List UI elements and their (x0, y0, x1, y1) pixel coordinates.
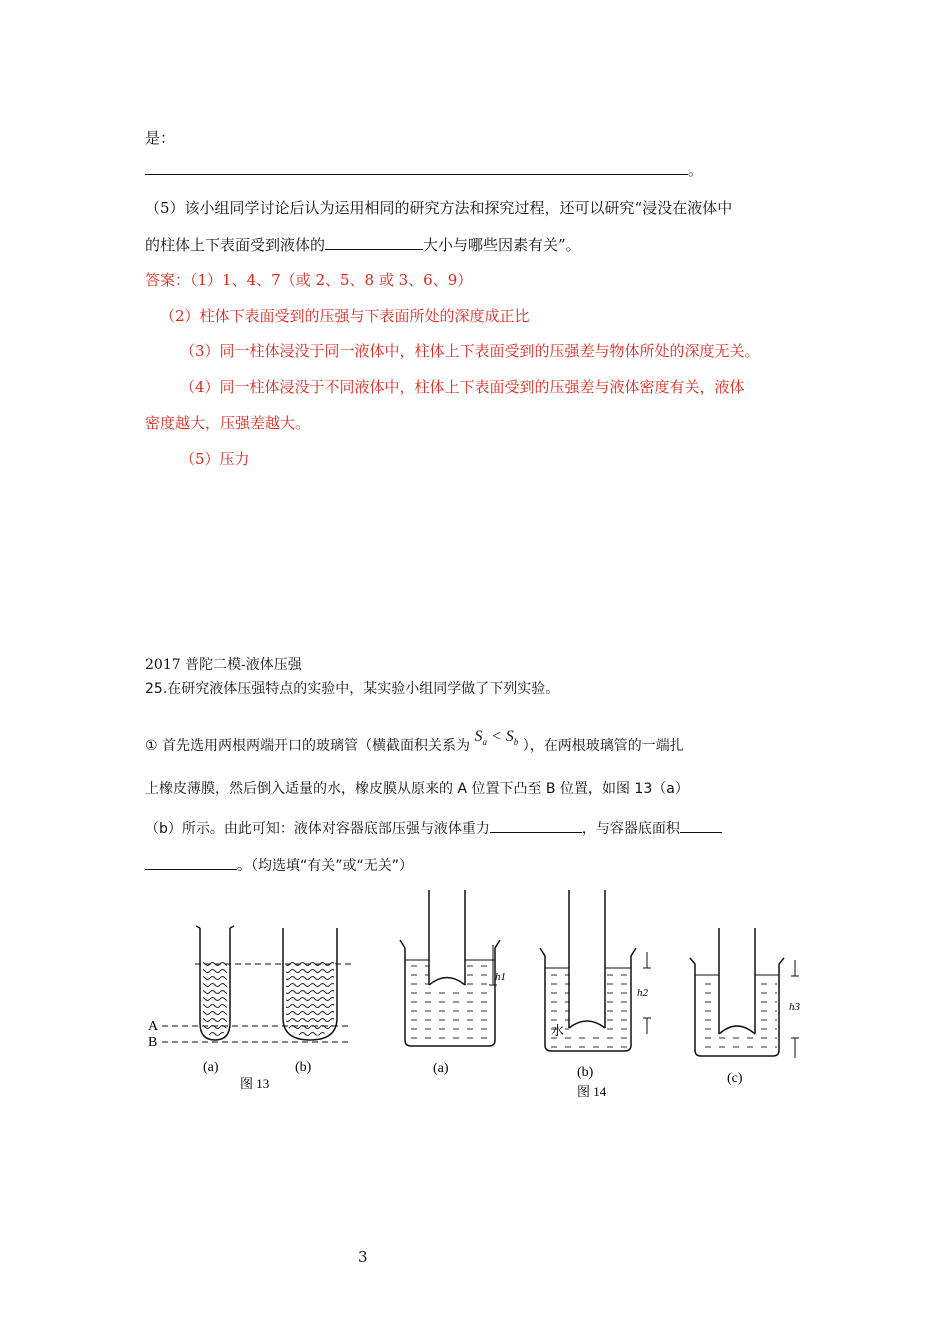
figure-14 (395, 890, 815, 1105)
page-number: 3 (358, 1248, 368, 1266)
h2-label: h2 (637, 987, 648, 999)
label-13b: (b) (295, 1060, 312, 1075)
fill-blank[interactable] (490, 818, 582, 833)
answer-5: （5）压力 (180, 450, 250, 468)
answer-blank-line: 。 (145, 160, 703, 180)
question-25-p4: 。（均选填“有关”或“无关”） (145, 855, 413, 876)
figure-13-caption: 图 13 (240, 1076, 270, 1091)
water-label: 水 (551, 1023, 565, 1038)
tube-a (196, 926, 234, 1040)
label-14b: (b) (577, 1065, 594, 1080)
figure-13 (140, 918, 360, 1093)
fill-blank[interactable] (680, 818, 722, 833)
question-25-p3: （b）所示。由此可知：液体对容器底部压强与液体重力 ，与容器底面积 (145, 818, 722, 839)
beaker-a (400, 890, 506, 1076)
label-14a: (a) (433, 1061, 449, 1076)
label-14c: (c) (727, 1071, 743, 1086)
source-title: 2017 普陀二模-液体压强 (145, 657, 302, 673)
answer-4-line-1: （4）同一柱体浸没于不同液体中，柱体上下表面受到的压强差与液体密度有关，液体 (180, 378, 745, 396)
beaker-b (540, 890, 651, 1099)
tube-b (283, 928, 337, 1040)
question-5-line-1: （5）该小组同学讨论后认为运用相同的研究方法和探究过程，还可以研究“浸没在液体中 (145, 199, 733, 217)
question-25-p2: 上橡皮薄膜，然后倒入适量的水，橡皮膜从原来的 A 位置下凸至 B 位置，如图 13（a） (145, 781, 689, 797)
answer-4-line-2: 密度越大，压强差越大。 (145, 414, 311, 432)
answer-2: （2）柱体下表面受到的压强与下表面所处的深度成正比 (160, 307, 530, 325)
figure-14-caption: 图 14 (577, 1084, 607, 1099)
label-13a: (a) (203, 1060, 219, 1075)
fill-blank[interactable] (325, 235, 423, 250)
fill-blank[interactable] (145, 160, 688, 175)
beaker-c (690, 928, 801, 1086)
label-A: A (148, 1019, 159, 1034)
h3-label: h3 (789, 1001, 800, 1013)
label-B: B (148, 1035, 158, 1050)
question-25-p1: ① 首先选用两根两端开口的玻璃管（横截面积关系为 $S_a < S_b$ ），在两根玻璃管的一端扎 (145, 728, 684, 754)
h1-label: h1 (495, 971, 506, 983)
fill-blank[interactable] (145, 855, 237, 870)
answer-1: 答案：（1）1、4、7（或 2、5、8 或 3、6、9） (145, 271, 473, 289)
answer-3: （3）同一柱体浸没于同一液体中，柱体上下表面受到的压强差与物体所处的深度无关。 (180, 342, 760, 360)
area-relation-formula: $S_a < S_b$ (474, 728, 519, 748)
line-shi: 是： (145, 129, 176, 147)
question-25: 25.在研究液体压强特点的实验中，某实验小组同学做了下列实验。 (145, 681, 560, 697)
question-5-line-2: 的柱体上下表面受到液体的 大小与哪些因素有关”。 (145, 236, 581, 254)
